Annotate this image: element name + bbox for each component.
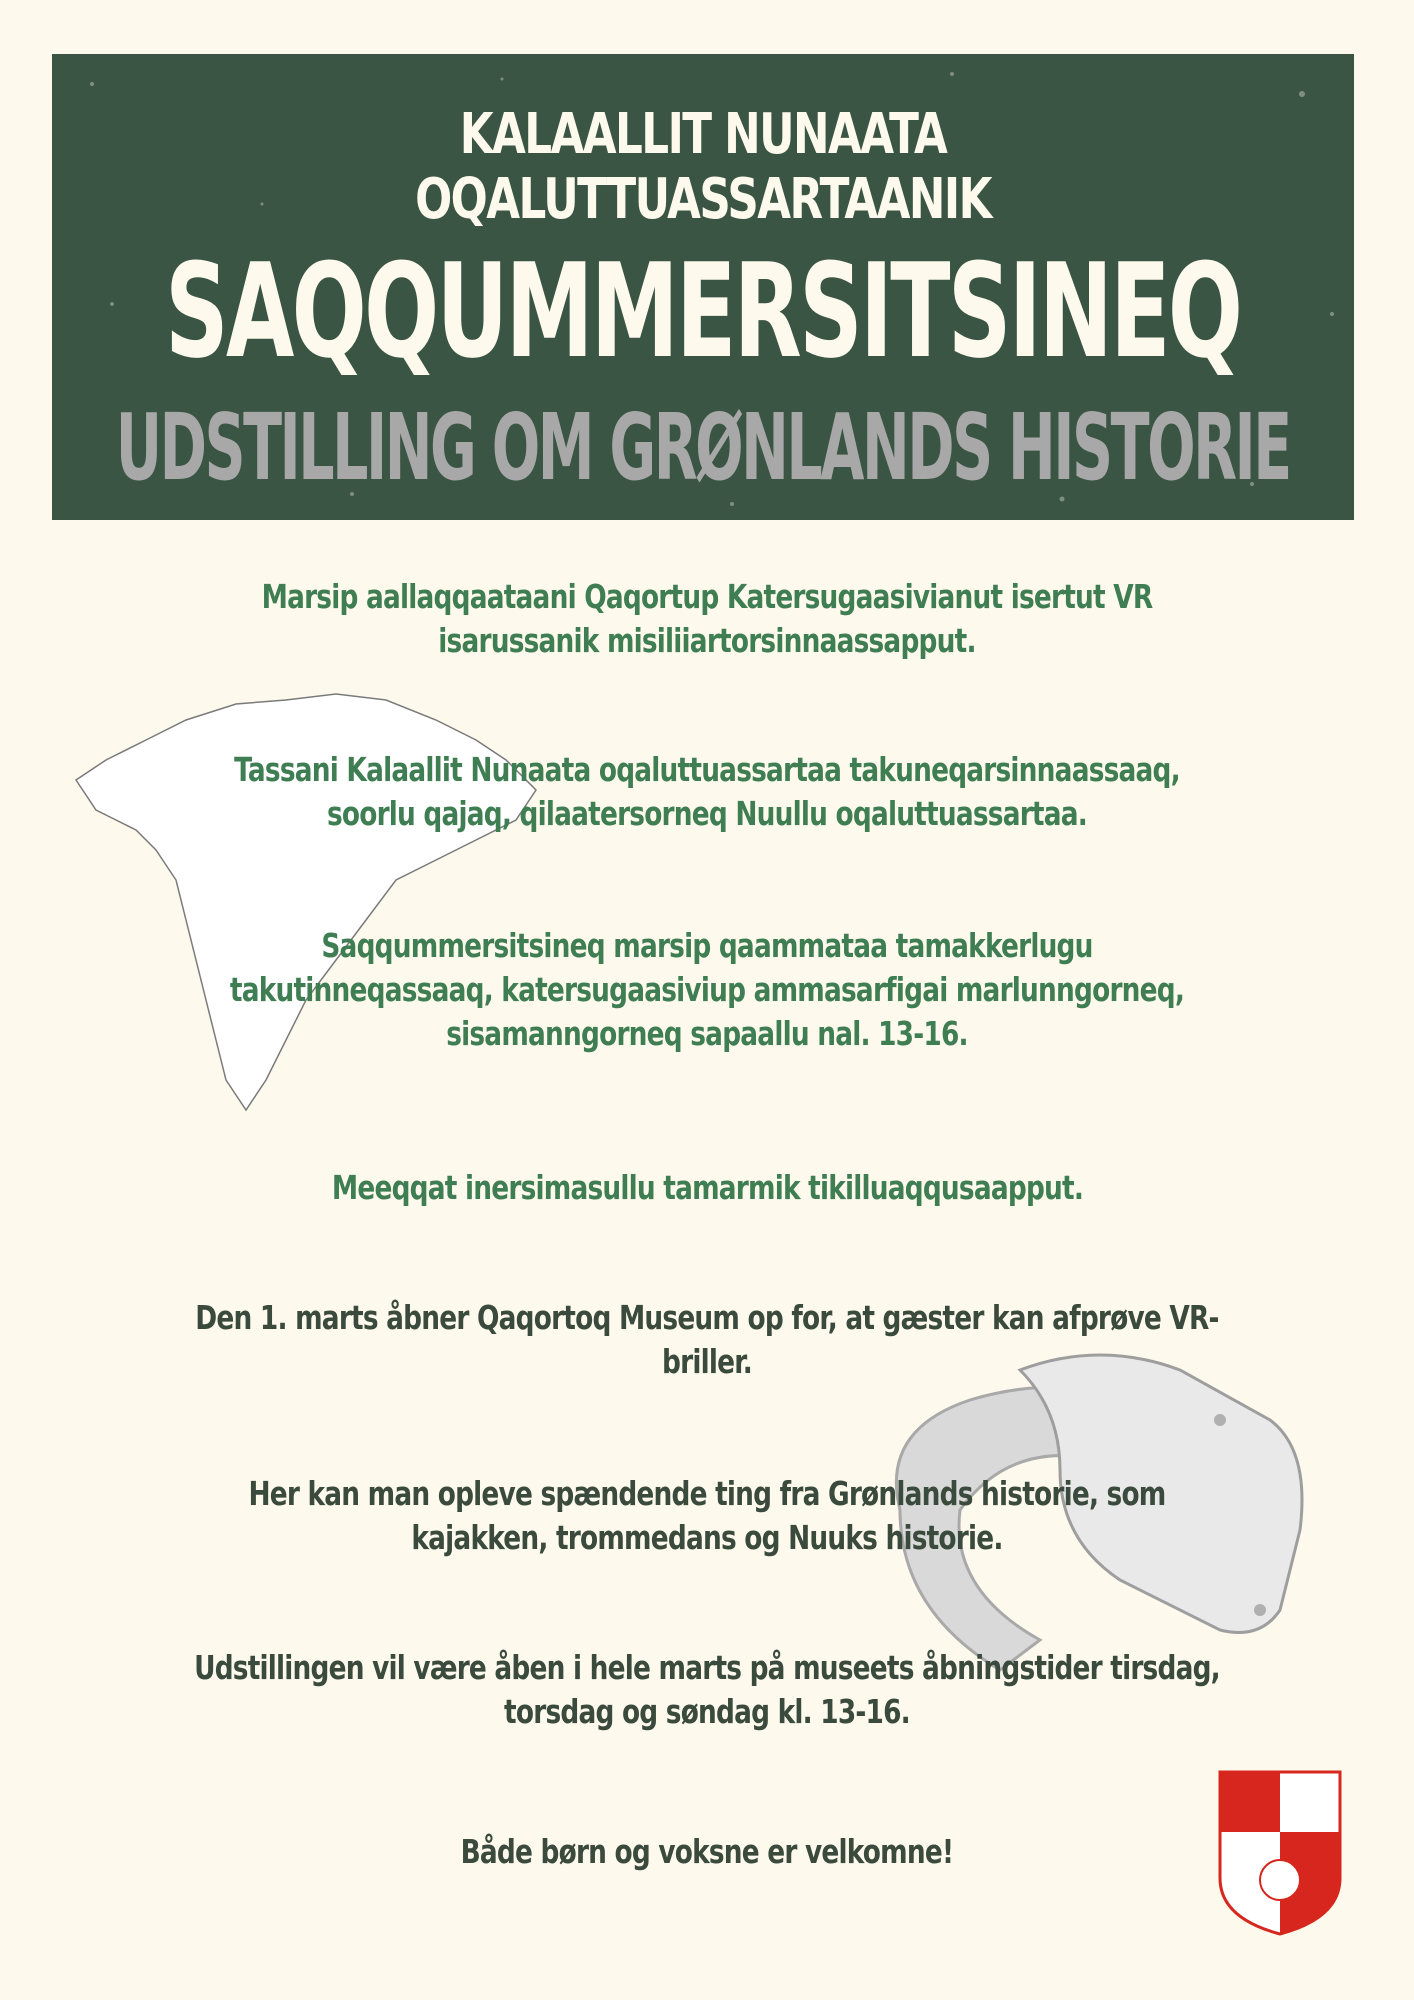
danish-paragraph-2: Her kan man opleve spændende ting fra Grønlands historie, som kajakken, trommedans og Nuuks historie. bbox=[248, 1474, 1166, 1557]
banner-line-1: KALAALLIT NUNAATA OQALUTTUASSARTAANIK bbox=[415, 102, 991, 232]
banner-line-3: UDSTILLING OM GRØNLANDS HISTORIE bbox=[116, 394, 1290, 501]
danish-paragraph-1: Den 1. marts åbner Qaqortoq Museum op for, at gæster kan afprøve VR-briller. bbox=[195, 1298, 1219, 1381]
danish-paragraph-4: Både børn og voksne er velkomne! bbox=[460, 1832, 954, 1871]
greenlandic-paragraph-3: Saqqummersitsineq marsip qaammataa tamakkerlugu takutinneqassaaq, katersugaasiviup ammasarfigai marlunngorneq, sisamanngorneq sapaallu nal. 13-16. bbox=[229, 926, 1185, 1053]
banner-line-2: SAQQUMMERSITSINEQ bbox=[165, 235, 1241, 387]
greenlandic-paragraph-2: Tassani Kalaallit Nunaata oqaluttuassartaa takuneqarsinnaassaaq, soorlu qajaq, qilaatersorneq Nuullu oqaluttuassartaa. bbox=[234, 750, 1180, 833]
greenlandic-paragraph-1: Marsip aallaqqaataani Qaqortup Katersugaasivianut isertut VR isarussanik misiliiartorsinnaassapput. bbox=[261, 577, 1153, 660]
danish-paragraph-3: Udstillingen vil være åben i hele marts på museets åbningstider tirsdag, torsdag og søndag kl. 13-16. bbox=[194, 1648, 1220, 1731]
greenlandic-paragraph-4: Meeqqat inersimasullu tamarmik tikilluaqqusaapput. bbox=[331, 1168, 1083, 1207]
title-banner bbox=[52, 54, 1354, 520]
